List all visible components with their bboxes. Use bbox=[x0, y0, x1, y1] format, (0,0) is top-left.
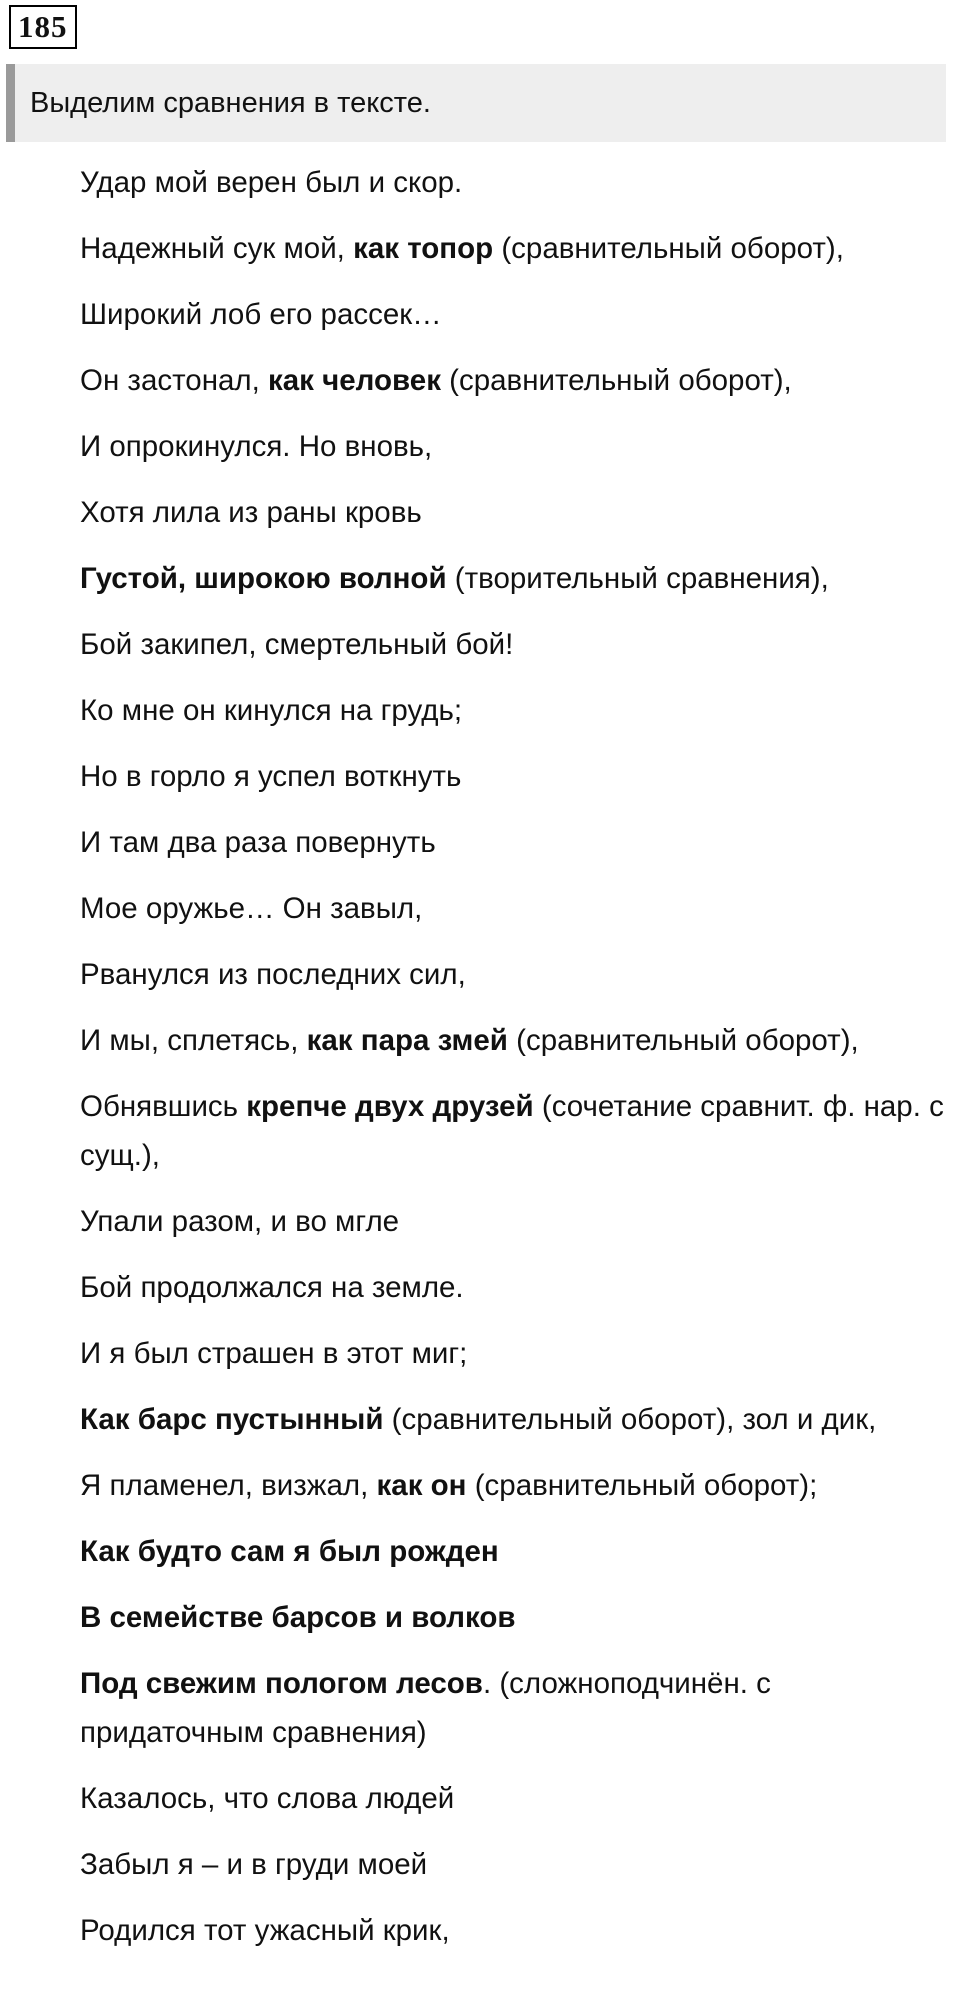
poem-line bbox=[80, 1774, 960, 1823]
poem-line bbox=[80, 1197, 960, 1246]
poem-line bbox=[80, 224, 960, 273]
poem-line bbox=[80, 422, 960, 471]
poem-text-segment: Обнявшись bbox=[80, 1090, 247, 1123]
poem-text-segment: Казалось, что слова людей bbox=[80, 1782, 455, 1815]
poem-text-segment: И там два раза повернуть bbox=[80, 826, 436, 859]
poem-line bbox=[80, 158, 960, 207]
poem-text-segment: (сравнительный оборот), bbox=[493, 232, 844, 265]
poem-line bbox=[80, 818, 960, 867]
comparison-highlight: Под свежим пологом лесов bbox=[80, 1667, 483, 1700]
comparison-highlight: крепче двух друзей bbox=[246, 1090, 534, 1123]
poem-line bbox=[80, 752, 960, 801]
poem-text-segment: (сравнительный оборот), bbox=[440, 364, 792, 397]
poem-text-segment: И мы, сплетясь, bbox=[80, 1024, 307, 1057]
poem-line bbox=[80, 1395, 960, 1444]
task-header: Выделим сравнения в тексте. bbox=[6, 64, 946, 142]
poem-line bbox=[80, 488, 960, 537]
poem-text-segment: И я был страшен в этот миг; bbox=[80, 1337, 468, 1370]
poem-text-segment: (творительный сравнения), bbox=[446, 562, 829, 595]
poem-line bbox=[80, 1263, 960, 1312]
task-number: 185 bbox=[9, 5, 77, 49]
poem-line bbox=[80, 1659, 960, 1757]
poem-line bbox=[80, 950, 960, 999]
poem-text-segment: Надежный сук мой, bbox=[80, 232, 354, 265]
comparison-highlight: как топор bbox=[353, 232, 494, 265]
poem-line bbox=[80, 686, 960, 735]
poem-text-segment: Мое оружье… Он завыл, bbox=[80, 892, 423, 925]
poem-text-segment: Ко мне он кинулся на грудь; bbox=[80, 694, 463, 727]
comparison-highlight: как человек bbox=[268, 364, 441, 397]
poem-text-segment: . (сложноподчинён. с придаточным сравнения) bbox=[80, 1667, 771, 1749]
poem-line bbox=[80, 1593, 960, 1642]
comparison-highlight: как он bbox=[376, 1469, 467, 1502]
comparison-highlight: как пара змей bbox=[306, 1024, 508, 1057]
poem-text-segment: Рванулся из последних сил, bbox=[80, 958, 466, 991]
comparison-highlight: Густой, широкою волной bbox=[80, 562, 447, 595]
poem-line bbox=[80, 1082, 960, 1180]
poem-line bbox=[80, 1906, 960, 1955]
poem-line bbox=[80, 554, 960, 603]
poem-text-segment: Родился тот ужасный крик, bbox=[80, 1914, 450, 1947]
poem-text-segment: Широкий лоб его рассек… bbox=[80, 298, 442, 331]
poem-line bbox=[80, 884, 960, 933]
poem-line bbox=[80, 1016, 960, 1065]
poem-text-segment: Удар мой верен был и скор. bbox=[80, 166, 463, 199]
poem-text-segment: Бой продолжался на земле. bbox=[80, 1271, 464, 1304]
poem-text-segment: Он застонал, bbox=[80, 364, 269, 397]
poem-text-segment: (сравнительный оборот), bbox=[507, 1024, 859, 1057]
poem-text-segment: (сравнительный оборот), зол и дик, bbox=[383, 1403, 877, 1436]
poem-text-segment: И опрокинулся. Но вновь, bbox=[80, 430, 433, 463]
poem-line bbox=[80, 620, 960, 669]
poem-line bbox=[80, 1329, 960, 1378]
poem-text-segment: Хотя лила из раны кровь bbox=[80, 496, 422, 529]
comparison-highlight: В семействе барсов и волков bbox=[80, 1601, 516, 1634]
comparison-highlight: Как барс пустынный bbox=[80, 1403, 384, 1436]
poem-line bbox=[80, 290, 960, 339]
poem-text-segment: Упали разом, и во мгле bbox=[80, 1205, 400, 1238]
poem-text-segment: (сочетание сравнит. ф. нар. с сущ.), bbox=[80, 1090, 944, 1172]
poem-text-segment: Но в горло я успел воткнуть bbox=[80, 760, 462, 793]
poem-line bbox=[80, 1840, 960, 1889]
comparison-highlight: Как будто сам я был рожден bbox=[80, 1535, 499, 1568]
poem-text-segment: Бой закипел, смертельный бой! bbox=[80, 628, 514, 661]
poem-line bbox=[80, 1461, 960, 1510]
poem-text-segment: Я пламенел, визжал, bbox=[80, 1469, 377, 1502]
poem-text-segment: (сравнительный оборот); bbox=[466, 1469, 818, 1502]
poem-line bbox=[80, 1527, 960, 1576]
poem-line bbox=[80, 356, 960, 405]
poem-text bbox=[80, 158, 960, 1972]
poem-text-segment: Забыл я – и в груди моей bbox=[80, 1848, 428, 1881]
